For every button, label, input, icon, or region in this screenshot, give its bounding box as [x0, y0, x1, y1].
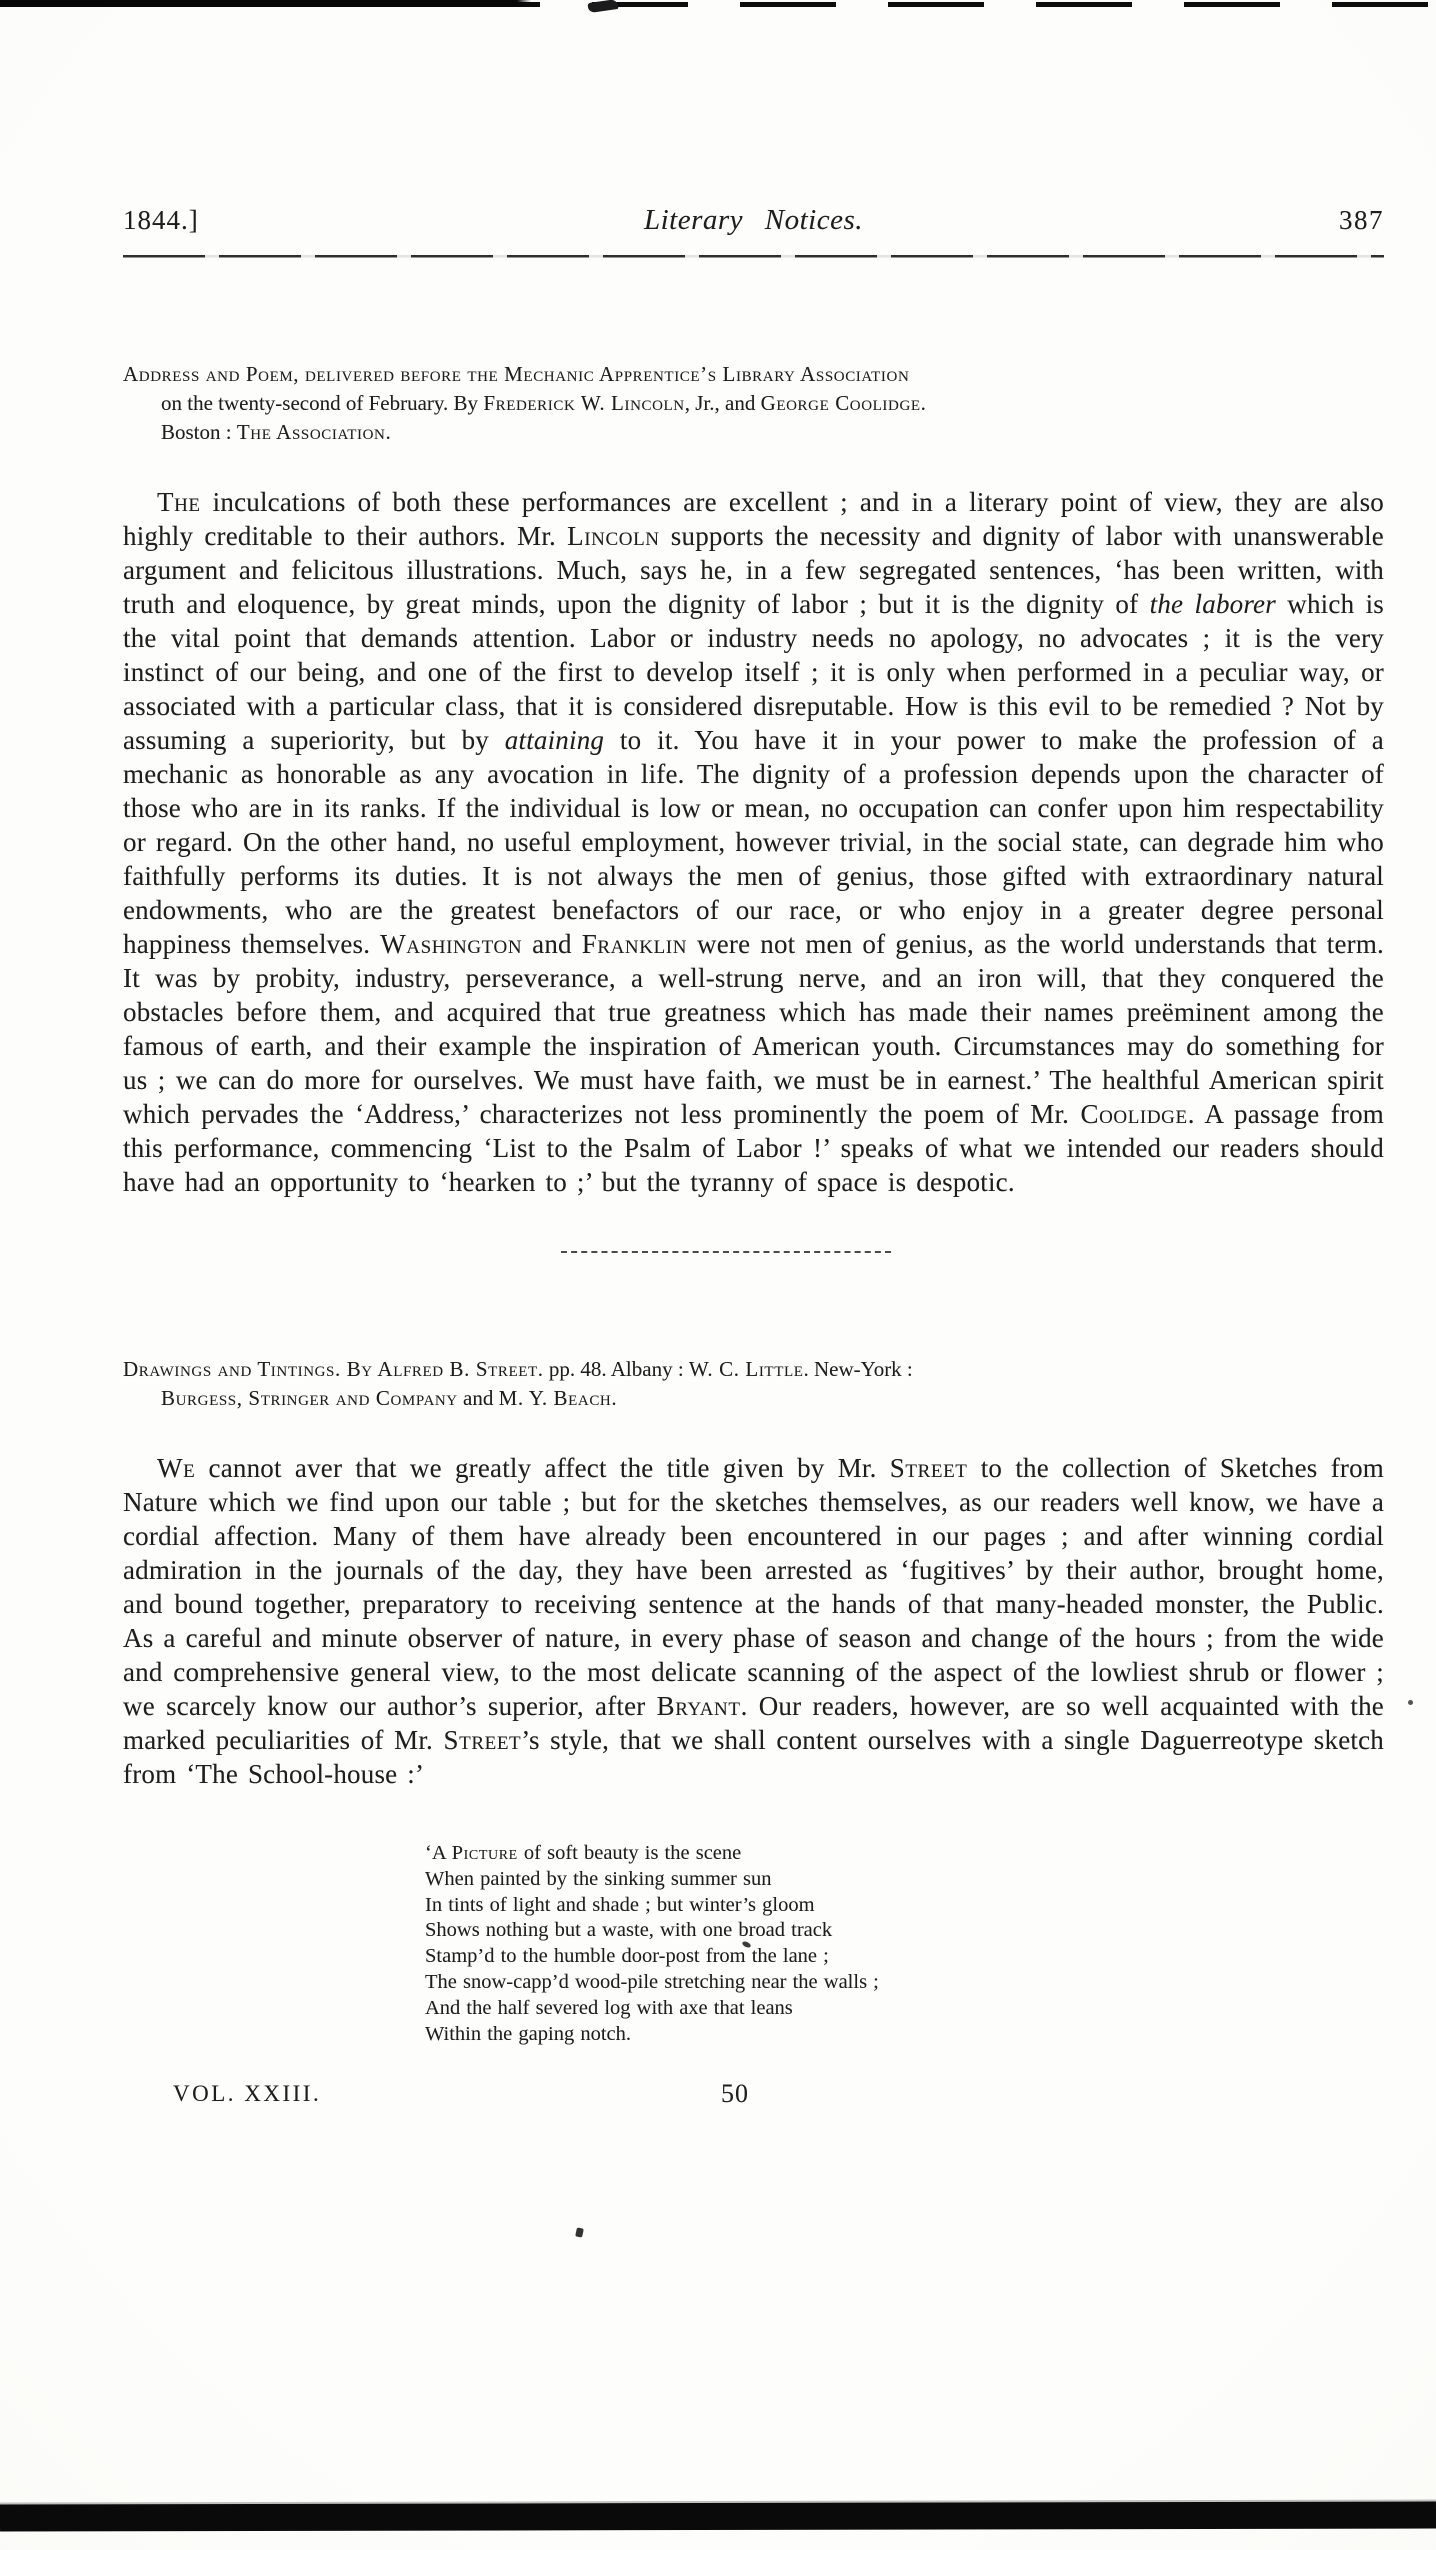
- signature-number: 50: [721, 2079, 749, 2109]
- text-line: In tints of light and shade ; but winter’s gloom: [425, 1893, 815, 1916]
- text-segment-smallcaps: The: [157, 487, 201, 517]
- text-line: [123, 1384, 1384, 1413]
- text-line: Shows nothing but a waste, with one broad track: [425, 1919, 833, 1942]
- text-segment: which is the vital point that demands attention. Labor or industry needs no apology, no advocates ; it is the very instinct of our being, and one of the first to develop itself ; it is only when performed in a peculiar way, or associated with a particular class, that it is considered disreputable. How is this evil to be remedied ? Not by assuming a superiority, but by: [123, 589, 1385, 755]
- text-segment-smallcaps: W. C. Little: [688, 1357, 804, 1381]
- text-segment: cannot aver that we greatly affect the title given by Mr.: [195, 1453, 890, 1483]
- text-segment: , Jr., and: [684, 391, 761, 415]
- text-segment: to it. You have it in your power to make the profession of a mechanic as honorable as any avocation in life. The dignity of a profession depends upon the character of those who are in its ranks. If the individual is low or mean, no occupation can confer upon him respectability or regard. On the other hand, no useful employment, however trivial, in the social state, can degrade him who faithfully performs its duties. It is not always the men of genius, those gifted with extraordinary natural endowments, who are the greatest benefactors of our race, or who enjoy in a greater degree personal happiness themselves.: [123, 725, 1384, 959]
- text-segment: and: [457, 1386, 499, 1410]
- text-segment-smallcaps: Bryant: [656, 1691, 741, 1721]
- text-segment-smallcaps: The Association: [236, 420, 386, 444]
- text-line: [425, 1841, 1384, 1867]
- text-segment: . New-York :: [803, 1357, 913, 1381]
- text-line: [123, 1355, 1384, 1384]
- scan-artifact: [575, 2227, 584, 2237]
- poem-excerpt: [123, 1841, 1384, 2047]
- text-segment-italic: the laborer: [1149, 589, 1276, 619]
- text-segment: inculcations of both these performances are excellent ; and in a literary point of view, they are also highly creditable to their authors. Mr.: [123, 487, 1384, 551]
- text-line: Within the gaping notch.: [425, 2022, 631, 2045]
- text-segment-smallcaps: Washington: [380, 929, 523, 959]
- text-segment-smallcaps: Franklin: [581, 929, 688, 959]
- text-segment: pp. 48. Albany :: [543, 1357, 689, 1381]
- text-line: The snow-capp’d wood-pile stretching near the walls ;: [425, 1970, 879, 1993]
- text-segment-smallcaps: Picture: [451, 1842, 518, 1864]
- article-citation: [123, 1355, 1384, 1413]
- volume-label: VOL. XXIII.: [173, 2081, 322, 2107]
- article-review-address-and-poem: [123, 360, 1384, 1199]
- article-body: [123, 1451, 1384, 1791]
- text-segment-smallcaps: M. Y. Beach: [498, 1386, 612, 1410]
- text-segment-smallcaps: Frederick W. Lincoln: [483, 391, 685, 415]
- text-segment: .: [611, 1386, 617, 1410]
- text-segment: .: [385, 420, 391, 444]
- page-title: Literary Notices.: [643, 204, 864, 236]
- text-segment: were not men of genius, as the world understands that term. It was by probity, industry, perseverance, a well-strung nerve, and an iron will, that they conquered the obstacles before them, and acquired that true greatness which has made their names preëminent among the famous of earth, and their example the inspiration of American youth. Circumstances may do something for us ; we can do more for ourselves. We must have faith, we must be in earnest.’ The healthful American spirit which pervades the ‘Address,’ characterizes not less prominently the poem of Mr.: [123, 929, 1385, 1129]
- text-segment: ‘A: [425, 1842, 452, 1864]
- text-segment-smallcaps: We: [157, 1453, 196, 1483]
- running-header: [123, 0, 1384, 237]
- text-segment-smallcaps: George Coolidge: [760, 391, 921, 415]
- article-review-drawings-and-tintings: [123, 1355, 1384, 1791]
- header-year: 1844.]: [123, 205, 199, 235]
- article-citation: [123, 360, 1384, 447]
- text-line: [123, 389, 1384, 418]
- text-line: And the half severed log with axe that leans: [425, 1996, 793, 2019]
- scan-edge-bottom: [0, 2501, 1436, 2531]
- article-body: [123, 485, 1384, 1199]
- text-segment-smallcaps: Address and Poem, delivered before the Mechanic Apprentice’s Library Association: [123, 362, 910, 386]
- text-segment-smallcaps: Street: [443, 1725, 522, 1755]
- text-segment: ’s style, that we shall content ourselves with a single Daguerreotype sketch from ‘The School-house :’: [123, 1725, 1384, 1789]
- text-segment-smallcaps: Coolidge: [1080, 1099, 1188, 1129]
- text-line: When painted by the sinking summer sun: [425, 1867, 772, 1890]
- text-segment: . A passage from this performance, commencing ‘List to the Psalm of Labor !’ speaks of what we intended our readers should have had an opportunity to ‘hearken to ;’ but the tyranny of space is despotic.: [123, 1099, 1385, 1197]
- text-segment-smallcaps: Lincoln: [567, 521, 660, 551]
- text-line: Stamp’d to the humble door-post from the lane ;: [425, 1945, 829, 1968]
- text-line: [123, 360, 1384, 389]
- text-segment: and: [522, 929, 582, 959]
- text-segment-smallcaps: Burgess, Stringer and Company: [161, 1386, 458, 1410]
- text-segment-italic: attaining: [504, 725, 605, 755]
- page-number: 387: [1339, 205, 1384, 235]
- header-rule: [123, 255, 1384, 258]
- section-divider: [561, 1251, 891, 1253]
- text-segment: on the twenty-second of February. By: [161, 391, 484, 415]
- text-segment: . Our readers, however, are so well acquainted with the marked peculiarities of Mr.: [123, 1691, 1384, 1755]
- text-segment: Boston :: [161, 420, 237, 444]
- text-segment-smallcaps: Street: [889, 1453, 968, 1483]
- text-line: [123, 418, 1384, 447]
- page-footer: [123, 2081, 1384, 2115]
- text-segment: supports the necessity and dignity of labor with unanswerable argument and felicitous illustrations. Much, says he, in a few segregated sentences, ‘has been written, with truth and eloquence, by great minds, upon the dignity of labor ; but it is the dignity of: [123, 521, 1384, 619]
- text-segment: of soft beauty is the scene: [517, 1842, 742, 1864]
- text-segment: .: [920, 391, 926, 415]
- text-segment: to the collection of Sketches from Nature which we find upon our table ; but for the sketches themselves, as our readers well know, we have a cordial affection. Many of them have already been encountered in our pages ; and after winning cordial admiration in the journals of the day, they have been arrested as ‘fugitives’ by their author, brought home, and bound together, preparatory to receiving sentence at the hands of that many-headed monster, the Public. As a careful and minute observer of nature, in every phase of season and change of the hours ; from the wide and comprehensive general view, to the most delicate scanning of the aspect of the lowliest shrub or flower ; we scarcely know our author’s superior, after: [123, 1453, 1384, 1721]
- text-segment-smallcaps: Drawings and Tintings. By Alfred B. Street.: [123, 1357, 544, 1381]
